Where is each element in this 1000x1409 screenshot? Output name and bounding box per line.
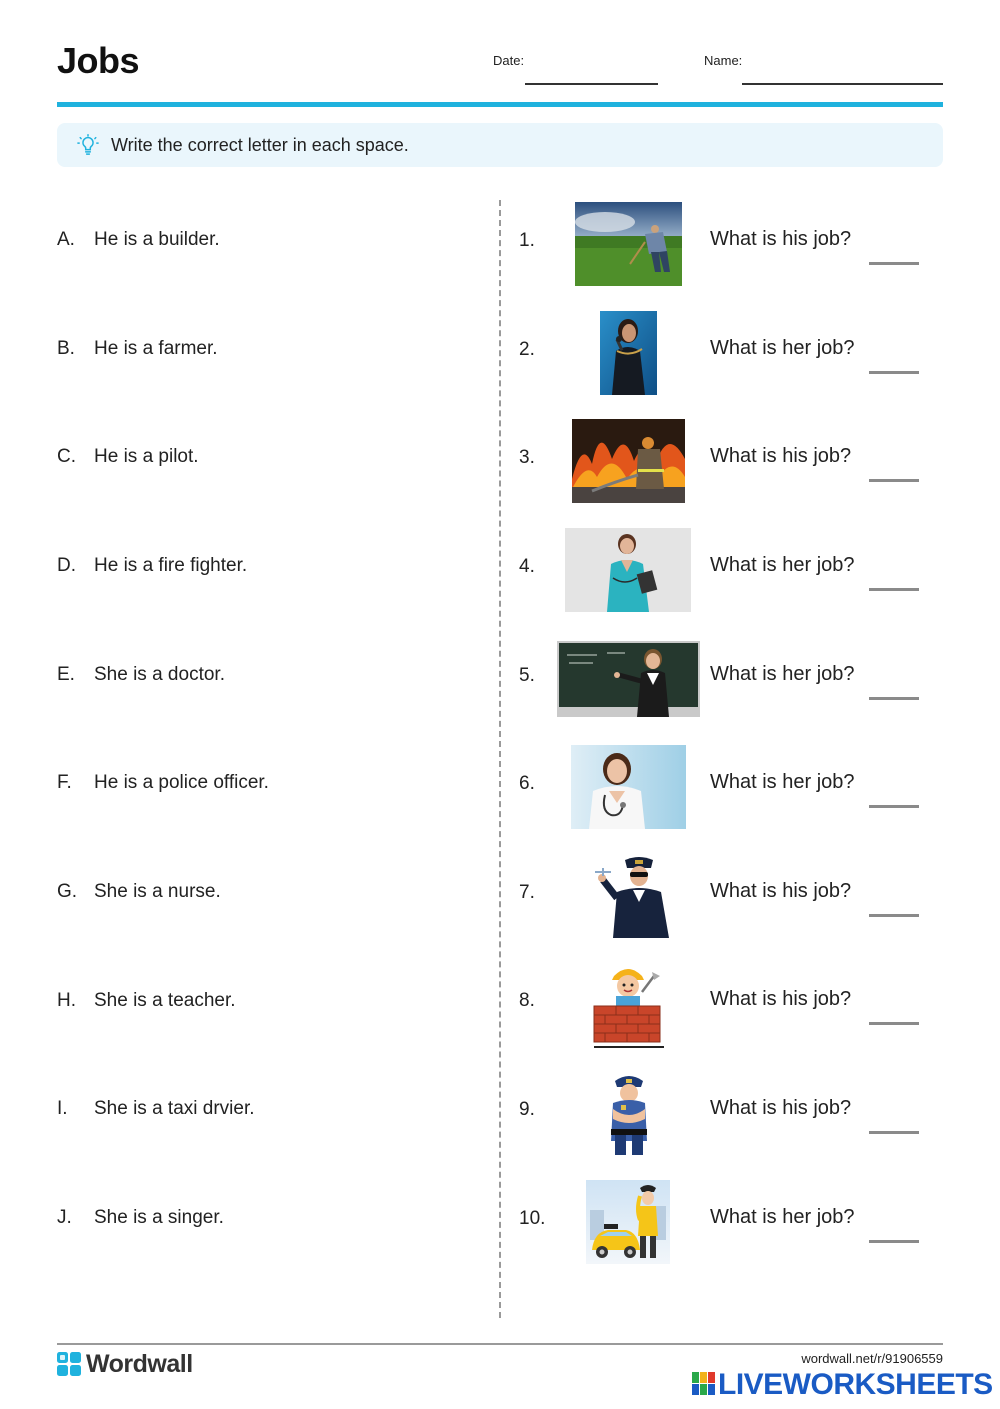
- question-text: What is his job?: [710, 445, 852, 467]
- header-divider: [57, 102, 943, 107]
- question-9: [519, 1069, 943, 1159]
- option-letter: E.: [57, 664, 75, 685]
- footer-divider: [57, 1343, 943, 1345]
- singer-photo: [600, 311, 657, 395]
- answer-blank[interactable]: [869, 479, 919, 482]
- page-title: Jobs: [57, 40, 140, 81]
- firefighter-photo: [572, 419, 685, 503]
- question-number: 3.: [519, 447, 535, 468]
- question-8: [519, 960, 943, 1050]
- option-letter: I.: [57, 1098, 68, 1119]
- option-letter: C.: [57, 446, 76, 467]
- question-text: What is his job?: [710, 880, 852, 902]
- date-label: Date:: [493, 53, 525, 68]
- question-number: 6.: [519, 773, 535, 794]
- question-text: What is her job?: [710, 337, 855, 359]
- teacher-photo: [557, 641, 700, 717]
- answer-blank[interactable]: [869, 1022, 919, 1025]
- wordwall-logo-icon: [57, 1352, 81, 1376]
- column-divider: [499, 200, 501, 1318]
- nurse-photo: [565, 528, 691, 612]
- option-letter: B.: [57, 338, 75, 359]
- question-7: [519, 852, 943, 942]
- answer-blank[interactable]: [869, 697, 919, 700]
- instruction-box: [57, 123, 943, 167]
- answer-blank[interactable]: [869, 588, 919, 591]
- liveworksheets-text: LIVEWORKSHEETS: [718, 1368, 993, 1401]
- option-letter: G.: [57, 881, 78, 902]
- option-letter: H.: [57, 990, 76, 1011]
- option-text: She is a teacher.: [94, 990, 236, 1011]
- police-officer-cartoon: [603, 1071, 655, 1157]
- instruction-text: Write the correct letter in each space.: [111, 135, 409, 155]
- answer-blank[interactable]: [869, 1240, 919, 1243]
- question-text: What is her job?: [710, 663, 855, 685]
- pilot-photo: [565, 854, 691, 938]
- question-number: 10.: [519, 1208, 546, 1229]
- answer-blank[interactable]: [869, 914, 919, 917]
- question-number: 8.: [519, 990, 535, 1011]
- option-text: He is a builder.: [94, 229, 220, 250]
- question-5: [519, 635, 943, 725]
- option-text: He is a pilot.: [94, 446, 199, 467]
- question-text: What is her job?: [710, 1206, 855, 1228]
- name-label: Name:: [704, 53, 743, 68]
- question-text: What is his job?: [710, 228, 852, 250]
- question-text: What is his job?: [710, 1097, 852, 1119]
- question-number: 7.: [519, 882, 535, 903]
- option-text: She is a nurse.: [94, 881, 221, 902]
- question-number: 5.: [519, 665, 535, 686]
- worksheet-header: [57, 36, 943, 96]
- option-letter: F.: [57, 772, 72, 793]
- answer-blank[interactable]: [869, 262, 919, 265]
- liveworksheets-watermark: [692, 1368, 992, 1400]
- question-number: 9.: [519, 1099, 535, 1120]
- option-text: He is a farmer.: [94, 338, 218, 359]
- option-letter: A.: [57, 229, 75, 250]
- option-text: He is a police officer.: [94, 772, 269, 793]
- answer-blank[interactable]: [869, 371, 919, 374]
- liveworksheets-logo-icon: [692, 1372, 716, 1396]
- question-10: [519, 1178, 943, 1268]
- question-text: What is her job?: [710, 771, 855, 793]
- question-2: [519, 309, 943, 399]
- option-text: He is a fire fighter.: [94, 555, 248, 576]
- question-number: 1.: [519, 230, 535, 251]
- farmer-photo: [575, 202, 682, 286]
- question-number: 4.: [519, 556, 535, 577]
- builder-cartoon: [590, 962, 667, 1050]
- option-text: She is a taxi drvier.: [94, 1098, 255, 1119]
- doctor-photo: [571, 745, 686, 829]
- brand-name: Wordwall: [86, 1350, 193, 1378]
- question-6: [519, 743, 943, 833]
- option-text: She is a singer.: [94, 1207, 224, 1228]
- lightbulb-icon: [77, 134, 99, 156]
- question-3: [519, 417, 943, 507]
- question-text: What is her job?: [710, 554, 855, 576]
- option-letter: J.: [57, 1207, 72, 1228]
- question-4: [519, 526, 943, 616]
- worksheet-url[interactable]: wordwall.net/r/91906559: [801, 1351, 943, 1366]
- answer-blank[interactable]: [869, 1131, 919, 1134]
- option-letter: D.: [57, 555, 76, 576]
- question-1: [519, 200, 943, 290]
- date-field[interactable]: [525, 83, 658, 85]
- question-number: 2.: [519, 339, 535, 360]
- question-text: What is his job?: [710, 988, 852, 1010]
- taxi-driver-cartoon: [586, 1180, 670, 1264]
- option-text: She is a doctor.: [94, 664, 225, 685]
- name-field[interactable]: [742, 83, 943, 85]
- answer-blank[interactable]: [869, 805, 919, 808]
